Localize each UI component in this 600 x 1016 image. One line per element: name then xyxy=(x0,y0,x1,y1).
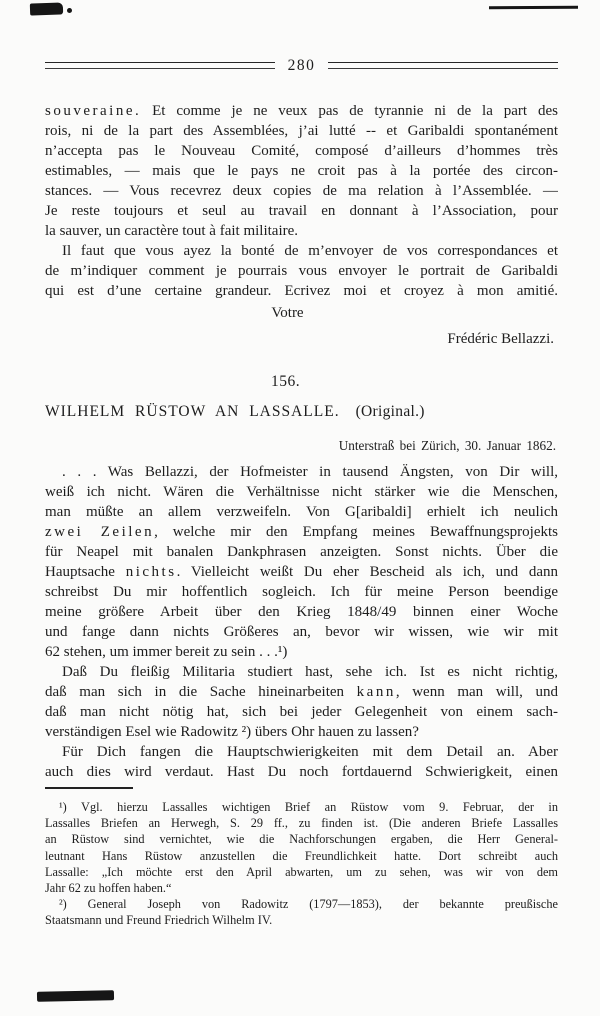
letterspaced-word: kann xyxy=(356,684,396,700)
text-line: meine größere Arbeit über den Krieg 1848/49 binnen einer Woche xyxy=(45,604,558,620)
ink-bar-bottom-left xyxy=(37,990,114,1002)
footnote-1 xyxy=(45,799,558,896)
header-rule-right xyxy=(328,62,558,69)
text-line: Je reste toujours et seul au travail en donnant à l’Association, pour xyxy=(45,203,558,219)
letterspaced-word: souveraine. xyxy=(45,103,142,119)
text-line: und fange dann nichts Größeres an, bevor wir wissen, wie wir mit xyxy=(45,624,558,640)
text-line: weiß ich nicht. Wären die Verhältnisse nicht stärker wie die Menschen, xyxy=(45,484,558,500)
text-line: Hauptsache nichts. Vielleicht weißt Du eher Bescheid als ich, und dann xyxy=(45,564,558,580)
ruestow-letter-paragraph-1 xyxy=(45,462,558,662)
page-header xyxy=(45,57,558,74)
bellazzi-letter-paragraph-2 xyxy=(45,241,558,301)
text-line: daß man nicht nötig hat, sich bei jeder Gelegenheit von einem sach- xyxy=(45,704,558,720)
signature: Frédéric Bellazzi. xyxy=(447,331,554,347)
text-line: verständigen Esel wie Radowitz ²) übers Ohr hauen zu lassen? xyxy=(45,724,419,740)
text-line: . . . Was Bellazzi, der Hofmeister in tausend Ängsten, von Dir will, xyxy=(62,464,558,480)
text-line: n’accepta pas le Nouveau Comité, composé d’ailleurs d’hommes très xyxy=(45,143,558,159)
ruestow-letter-paragraph-2 xyxy=(45,662,558,742)
text-line: für Neapel mit banalen Dankphrasen anzeigten. Sonst nichts. Über die xyxy=(45,544,558,560)
text-line: estimables, — mais que le pays ne croit pas à la portée des circon- xyxy=(45,163,558,179)
footnote-separator xyxy=(45,787,133,789)
text-line: schreibst Du mir hoffentlich sogleich. Ich für meine Person beendige xyxy=(45,584,558,600)
text-line: leutnant Hans Rüstow anzustellen die Freundlichkeit hatte. Dort schreibt auch xyxy=(45,848,558,863)
valediction: Votre xyxy=(271,305,304,321)
text-line: auch dies wird verdaut. Hast Du noch fortdauernd Schwierigkeit, einen xyxy=(45,764,558,780)
text-line: ²) General Joseph von Radowitz (1797—1853), der bekannte preußische xyxy=(59,897,558,912)
text-line: Für Dich fangen die Hauptschwierigkeiten mit dem Detail an. Aber xyxy=(62,744,558,760)
letter-heading xyxy=(45,401,558,422)
text-line: Staatsmann und Freund Friedrich Wilhelm IV. xyxy=(45,913,273,928)
text-line: zwei Zeilen, welche mir den Empfang meines Bewaffnungsprojekts xyxy=(45,524,558,540)
text-line: Daß Du fleißig Militaria studiert hast, sehe ich. Ist es nicht richtig, xyxy=(62,664,558,680)
letter-heading-title: WILHELM RÜSTOW AN LASSALLE. xyxy=(45,403,340,420)
letter-number: 156. xyxy=(270,373,301,390)
text-line: Lassalle: „Ich möchte erst den April abwarten, um zu sehen, was wir von dem xyxy=(45,864,558,879)
text-line: rois, ni de la part des Assemblées, j’ai lutté -- et Garibaldi spontanément xyxy=(45,123,558,139)
text-line: Il faut que vous ayez la bonté de m’envoyer de vos correspondances et xyxy=(62,243,558,259)
text-line: Jahr 62 zu hoffen haben.“ xyxy=(45,881,172,896)
text-line: qui est d’une certaine grandeur. Ecrivez moi et croyez à mon amitié. xyxy=(45,283,558,299)
letterspaced-word: zwei Zeilen xyxy=(45,524,155,540)
letter-heading-original-note: (Original.) xyxy=(355,403,425,420)
header-rule-left xyxy=(45,62,275,69)
ruestow-letter-paragraph-3 xyxy=(45,742,558,782)
letterspaced-word: nichts xyxy=(125,564,177,580)
text-line: de m’indiquer comment je pourrais vous envoyer le portrait de Garibaldi xyxy=(45,263,558,279)
text-line: daß man sich in die Sache hineinarbeiten kann, wenn man will, und xyxy=(45,684,558,700)
text-line: man müßte an allem verzweifeln. Von G[aribaldi] erhielt ich neulich xyxy=(45,504,558,520)
text-line: 62 stehen, um immer bereit zu sein . . .¹) xyxy=(45,644,288,660)
text-line: la sauver, un caractère tout à fait militaire. xyxy=(45,223,299,239)
footnote-2 xyxy=(45,896,558,928)
text-line: Lassalles Briefen an Herwegh, S. 29 ff., zu finden ist. (Die anderen Briefe Lassalles xyxy=(45,816,558,831)
text-line: an Rüstow sind vernichtet, wie die Nachforschungen ergaben, die Herr General- xyxy=(45,832,558,847)
page-content xyxy=(45,0,558,929)
text-line: ¹) Vgl. hierzu Lassalles wichtigen Brief an Rüstow vom 9. Februar, der in xyxy=(59,800,558,814)
page-number: 280 xyxy=(287,57,316,74)
text-line: stances. — Vous recevrez deux copies de ma relation à l’Assemblée. — xyxy=(45,183,558,199)
dateline: Unterstraß bei Zürich, 30. Januar 1862. xyxy=(338,438,556,453)
text-line: souveraine. Et comme je ne veux pas de tyrannie ni de la part des xyxy=(45,103,558,119)
bellazzi-letter-paragraph-1 xyxy=(45,101,558,241)
